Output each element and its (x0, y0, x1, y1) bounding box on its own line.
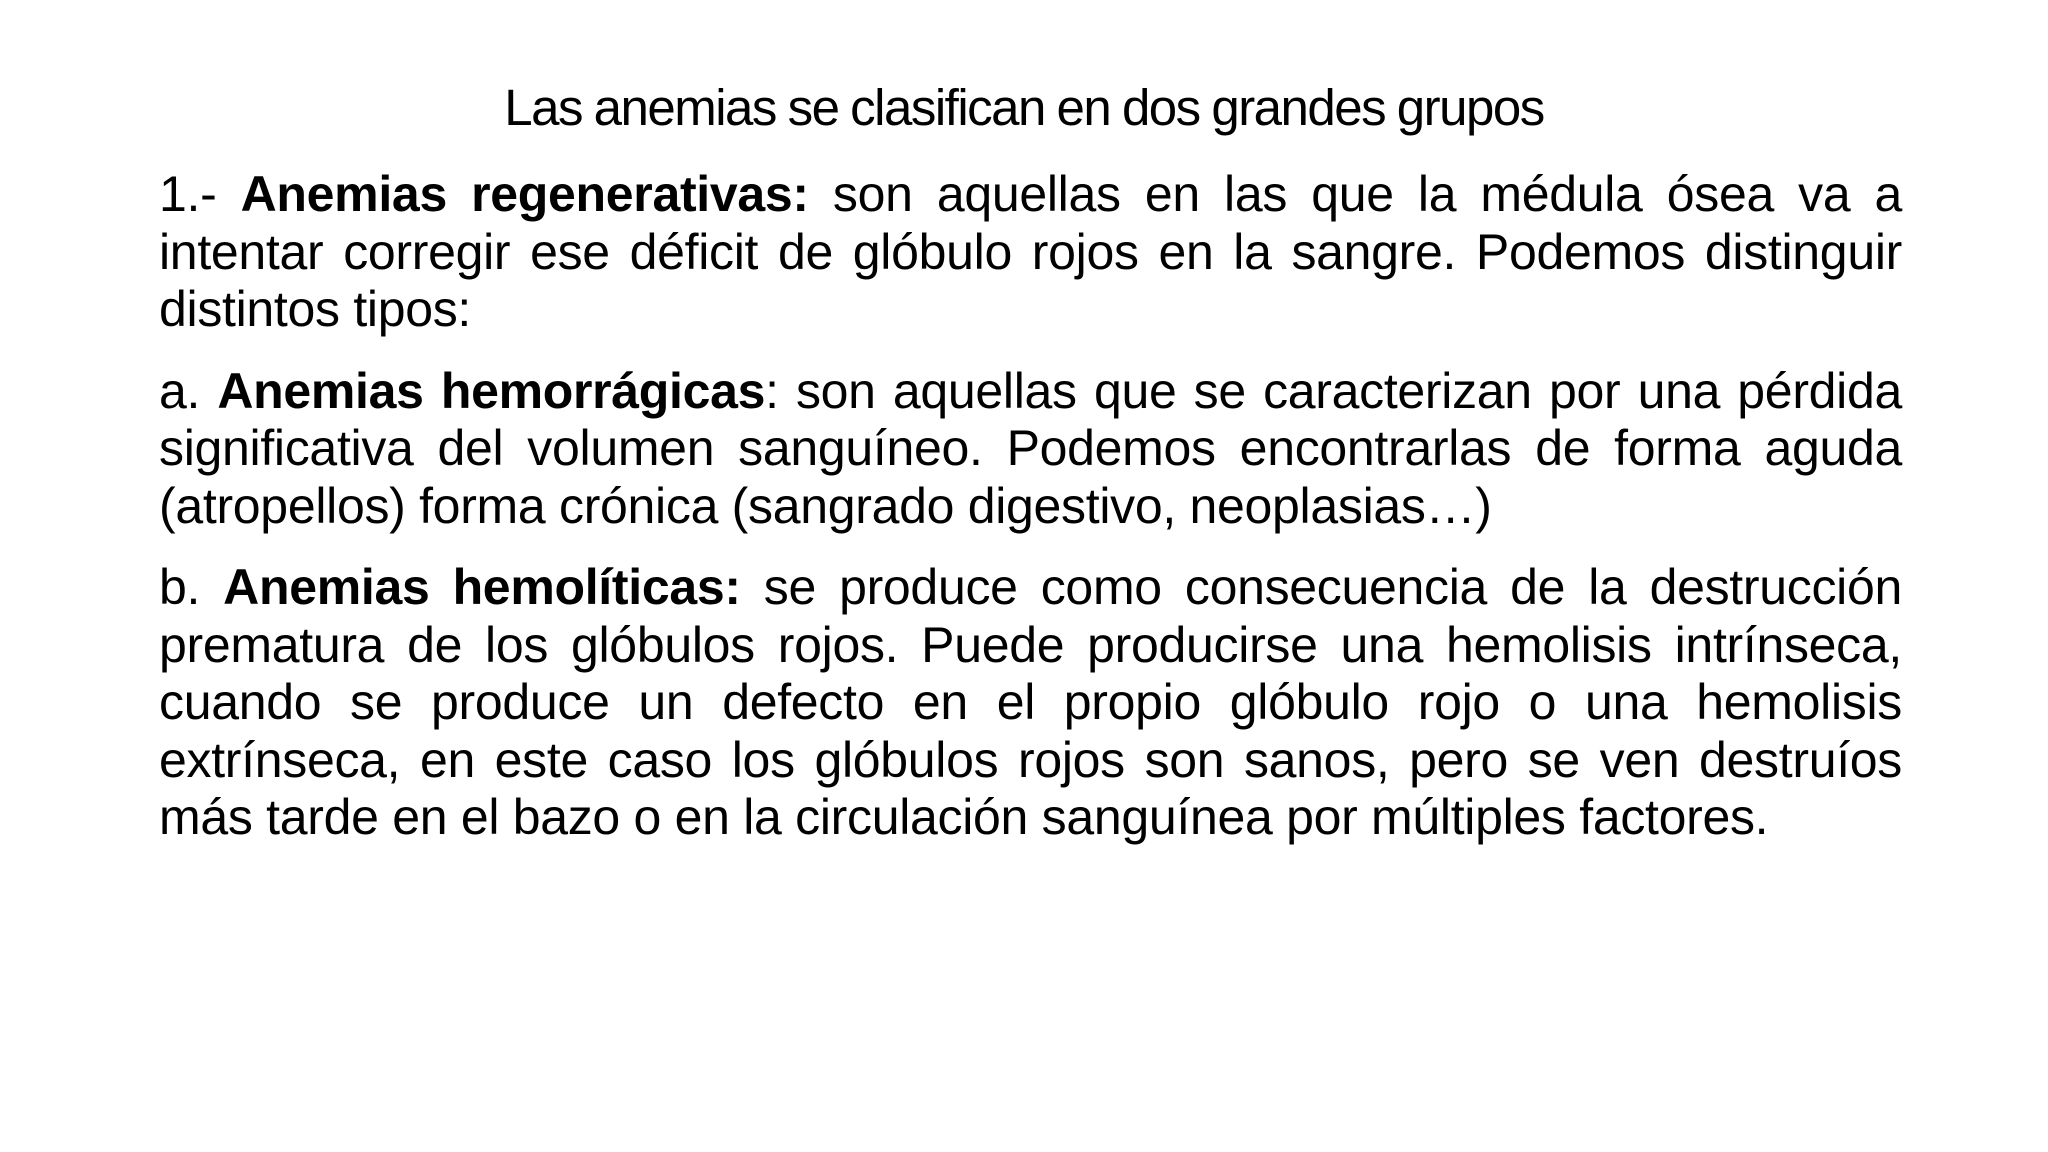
paragraph-text: se produce como consecuencia de la destrucción prematura de los glóbulos rojos. Puede producirse una hemolisis intrínseca, cuando se produce un defecto en el propio glóbulo rojo o una hemolisis extrínseca, en este caso los glóbulos rojos son sanos, pero se ven destruíos más tarde en el bazo o en la circulación sanguínea por múltiples factores. (159, 559, 1902, 845)
paragraph-term: Anemias regenerativas: (240, 166, 809, 222)
paragraph-term: Anemias hemolíticas: (223, 559, 741, 615)
paragraph-regenerativas (159, 166, 1902, 339)
paragraph-term: Anemias hemorrágicas (217, 362, 766, 419)
paragraph-text: son aquellas que se caracterizan por una pérdida significativa del volumen sanguíneo. Podemos encontrarlas de forma aguda (atropellos) forma crónica (sangrado digestivo, neoplasias…) (159, 362, 1902, 534)
paragraph-prefix: a. (159, 362, 218, 419)
paragraph-prefix: b. (159, 559, 224, 615)
slide-title: Las anemias se clasifican en dos grandes grupos (504, 79, 1544, 136)
paragraph-text: son aquellas en las que la médula ósea va a intentar corregir ese déficit de glóbulo rojos en la sangre. Podemos distinguir distintos tipos: (159, 166, 1903, 337)
paragraph-hemoliticas (159, 559, 1902, 847)
paragraph-hemorragicas (159, 363, 1902, 536)
paragraph-prefix: 1.- (159, 166, 241, 222)
paragraph-separator: : (765, 362, 779, 419)
slide-body (159, 166, 1902, 871)
